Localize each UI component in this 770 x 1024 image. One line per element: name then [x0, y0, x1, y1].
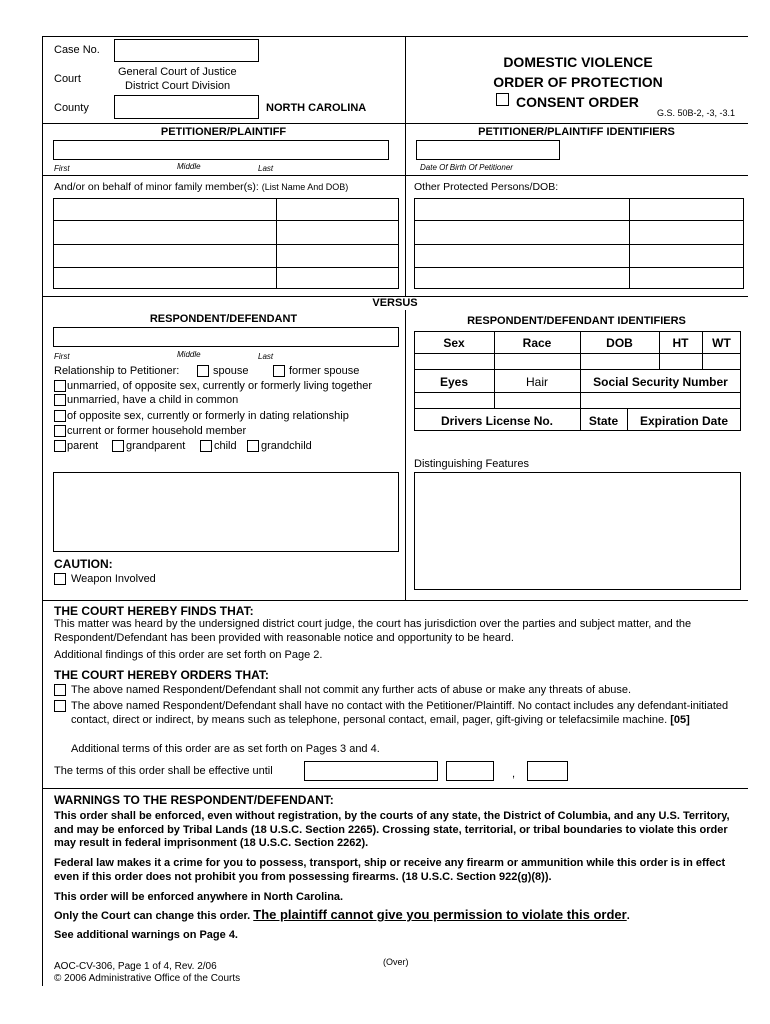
other-row-line-3: [414, 267, 744, 268]
order2-code: [05]: [670, 713, 690, 726]
grandparent-checkbox[interactable]: [112, 440, 124, 452]
weapon-checkbox[interactable]: [54, 573, 66, 585]
order1-checkbox[interactable]: [54, 684, 66, 696]
relationship-label: Relationship to Petitioner:: [54, 365, 180, 377]
respondent-identifiers-heading: RESPONDENT/DEFENDANT IDENTIFIERS: [467, 315, 686, 327]
effective-comma: ,: [512, 768, 516, 780]
dl-header: Drivers License No.: [440, 414, 554, 428]
effective-day-input[interactable]: [446, 761, 494, 781]
form-number: AOC-CV-306, Page 1 of 4, Rev. 2/06: [54, 961, 217, 972]
warning-5: See additional warnings on Page 4.: [54, 929, 238, 941]
county-label: County: [54, 102, 89, 114]
ssn-header: Social Security Number: [593, 375, 728, 389]
unmarried-child-checkbox[interactable]: [54, 394, 66, 406]
petitioner-first-label: First: [54, 164, 70, 173]
child-label: child: [214, 440, 237, 452]
parent-checkbox[interactable]: [54, 440, 66, 452]
respondent-name-input[interactable]: [53, 327, 399, 347]
warning-1: This order shall be enforced, even without registration, by the courts of any state, the District of Columbia, and any U.S. Territory, and may be enforced by Tribal Lands (18 U.S.C. Section 2265). Crossing state, territorial, or tribal boundaries to violate this order may result in federal imprisonment (18 U.S.C. Section 2262).: [54, 810, 730, 849]
respondent-notes-box[interactable]: [53, 472, 399, 552]
state-header: State: [588, 414, 619, 428]
race-header: Race: [522, 336, 552, 350]
court-line2: District Court Division: [125, 80, 231, 92]
distinguishing-label: Distinguishing Features: [414, 458, 529, 470]
court-line1: General Court of Justice: [118, 66, 237, 78]
statute-label: G.S. 50B-2, -3, -3.1: [657, 108, 736, 118]
effective-month-input[interactable]: [304, 761, 438, 781]
weapon-label: Weapon Involved: [71, 573, 156, 585]
unmarried-living-checkbox[interactable]: [54, 380, 66, 392]
over-label: (Over): [383, 957, 409, 967]
versus-label: VERSUS: [372, 297, 418, 309]
warnings-heading: WARNINGS TO THE RESPONDENT/DEFENDANT:: [54, 793, 334, 807]
unmarried-child-label: unmarried, have a child in common: [67, 394, 239, 406]
header-bottom-line: [42, 123, 748, 124]
petitioner-identifiers-heading: PETITIONER/PLAINTIFF IDENTIFIERS: [478, 126, 675, 138]
ht-header: HT: [672, 336, 689, 350]
findings-additional: Additional findings of this order are set forth on Page 2.: [54, 649, 323, 661]
minor-members-text: And/or on behalf of minor family member(s):: [54, 181, 259, 193]
petitioner-name-input[interactable]: [53, 140, 389, 160]
county-input[interactable]: [114, 95, 259, 119]
warning-4-period: .: [626, 910, 630, 922]
spouse-label: spouse: [213, 365, 249, 377]
expiration-header: Expiration Date: [639, 414, 729, 428]
order1-text: The above named Respondent/Defendant shall not commit any further acts of abuse or make any threats of abuse.: [71, 684, 632, 696]
caution-label: CAUTION:: [54, 557, 113, 571]
grandchild-checkbox[interactable]: [247, 440, 259, 452]
child-checkbox[interactable]: [200, 440, 212, 452]
minor-col-line: [276, 198, 277, 289]
case-no-input[interactable]: [114, 39, 259, 62]
dating-checkbox[interactable]: [54, 410, 66, 422]
order2-body: The above named Respondent/Defendant shall have no contact with the Petitioner/Plaintiff. No contact includes any defendant-initiated contact, direct or indirect, by means such as telephone, personal contact, email, pager, gift-giving or telefacsimile machine.: [71, 700, 729, 726]
respondent-divider: [405, 310, 406, 600]
grandparent-label: grandparent: [126, 440, 186, 452]
copyright: © 2006 Administrative Office of the Courts: [54, 973, 241, 984]
respondent-last-label: Last: [258, 352, 274, 361]
warnings-top-line: [42, 788, 748, 789]
warning-3: This order will be enforced anywhere in North Carolina.: [54, 891, 344, 903]
order2-text: [71, 700, 741, 727]
warning-2: Federal law makes it a crime for you to possess, transport, ship or receive any firearm or ammunition while this order is in effect even if this order does not prohibit you from possessing firearms. (18 U.S.C. Section 922(g)(8)).: [54, 857, 726, 883]
findings-top-line: [42, 600, 748, 601]
other-row-line-1: [414, 220, 744, 221]
minor-members-hint: (List Name And DOB): [261, 182, 349, 192]
petitioner-last-label: Last: [258, 164, 274, 173]
orders-heading: THE COURT HEREBY ORDERS THAT:: [54, 668, 269, 682]
orders-additional: Additional terms of this order are as set forth on Pages 3 and 4.: [71, 743, 380, 755]
ident-row-line-2: [414, 369, 741, 370]
warning-4: [54, 908, 630, 923]
warning-4-text: Only the Court can change this order.: [54, 910, 251, 922]
title-line2: ORDER OF PROTECTION: [493, 74, 663, 90]
petitioner-heading: PETITIONER/PLAINTIFF: [160, 126, 287, 138]
consent-order-checkbox[interactable]: [496, 93, 509, 106]
other-protected-label: Other Protected Persons/DOB:: [414, 181, 559, 193]
petitioner-name-line: [42, 175, 748, 176]
other-row-line-2: [414, 244, 744, 245]
minor-members-label: [54, 181, 348, 194]
minor-row-line-3: [53, 267, 399, 268]
findings-text: This matter was heard by the undersigned district court judge, the court has jurisdiction over the parties and subject matter, and the Respondent/Defendant has been provided with reasonable notice and opportunity to be heard.: [54, 618, 692, 644]
former-spouse-label: former spouse: [289, 365, 360, 377]
effective-until-label: The terms of this order shall be effective until: [54, 765, 273, 777]
parent-label: parent: [67, 440, 99, 452]
top-divider: [405, 36, 406, 296]
dating-label: of opposite sex, currently or formerly in dating relationship: [67, 410, 349, 422]
former-spouse-checkbox[interactable]: [273, 365, 285, 377]
hair-header: Hair: [525, 375, 548, 389]
court-label: Court: [54, 73, 81, 85]
warning-4-emphasis: The plaintiff cannot give you permission to violate this order: [253, 907, 627, 922]
sex-header: Sex: [443, 336, 465, 350]
frame-top: [42, 36, 748, 37]
wt-header: WT: [712, 336, 731, 350]
distinguishing-features-box[interactable]: [414, 472, 741, 590]
spouse-checkbox[interactable]: [197, 365, 209, 377]
ident-row-line-1: [414, 353, 741, 354]
ident-row-line-4: [414, 408, 741, 409]
order2-checkbox[interactable]: [54, 700, 66, 712]
petitioner-middle-label: Middle: [177, 162, 201, 171]
effective-year-input[interactable]: [527, 761, 568, 781]
consent-order-label: CONSENT ORDER: [516, 94, 639, 110]
frame-left: [42, 36, 43, 986]
unmarried-living-label: unmarried, of opposite sex, currently or formerly living together: [67, 380, 373, 392]
respondent-heading: RESPONDENT/DEFENDANT: [149, 313, 298, 325]
grandchild-label: grandchild: [261, 440, 312, 452]
title-line1: DOMESTIC VIOLENCE: [503, 54, 653, 70]
petitioner-dob-input[interactable]: [416, 140, 560, 160]
findings-heading: THE COURT HEREBY FINDS THAT:: [54, 604, 254, 618]
respondent-first-label: First: [54, 352, 70, 361]
state-label: NORTH CAROLINA: [266, 102, 367, 114]
case-no-label: Case No.: [54, 44, 100, 56]
household-label: current or former household member: [67, 425, 247, 437]
eyes-header: Eyes: [439, 375, 469, 389]
other-col-line: [629, 198, 630, 289]
petitioner-dob-label: Date Of Birth Of Petitioner: [420, 163, 513, 172]
minor-row-line-1: [53, 220, 399, 221]
minor-row-line-2: [53, 244, 399, 245]
dob-header: DOB: [606, 336, 633, 350]
household-checkbox[interactable]: [54, 425, 66, 437]
respondent-middle-label: Middle: [177, 350, 201, 359]
ident-row-line-3: [414, 392, 741, 393]
